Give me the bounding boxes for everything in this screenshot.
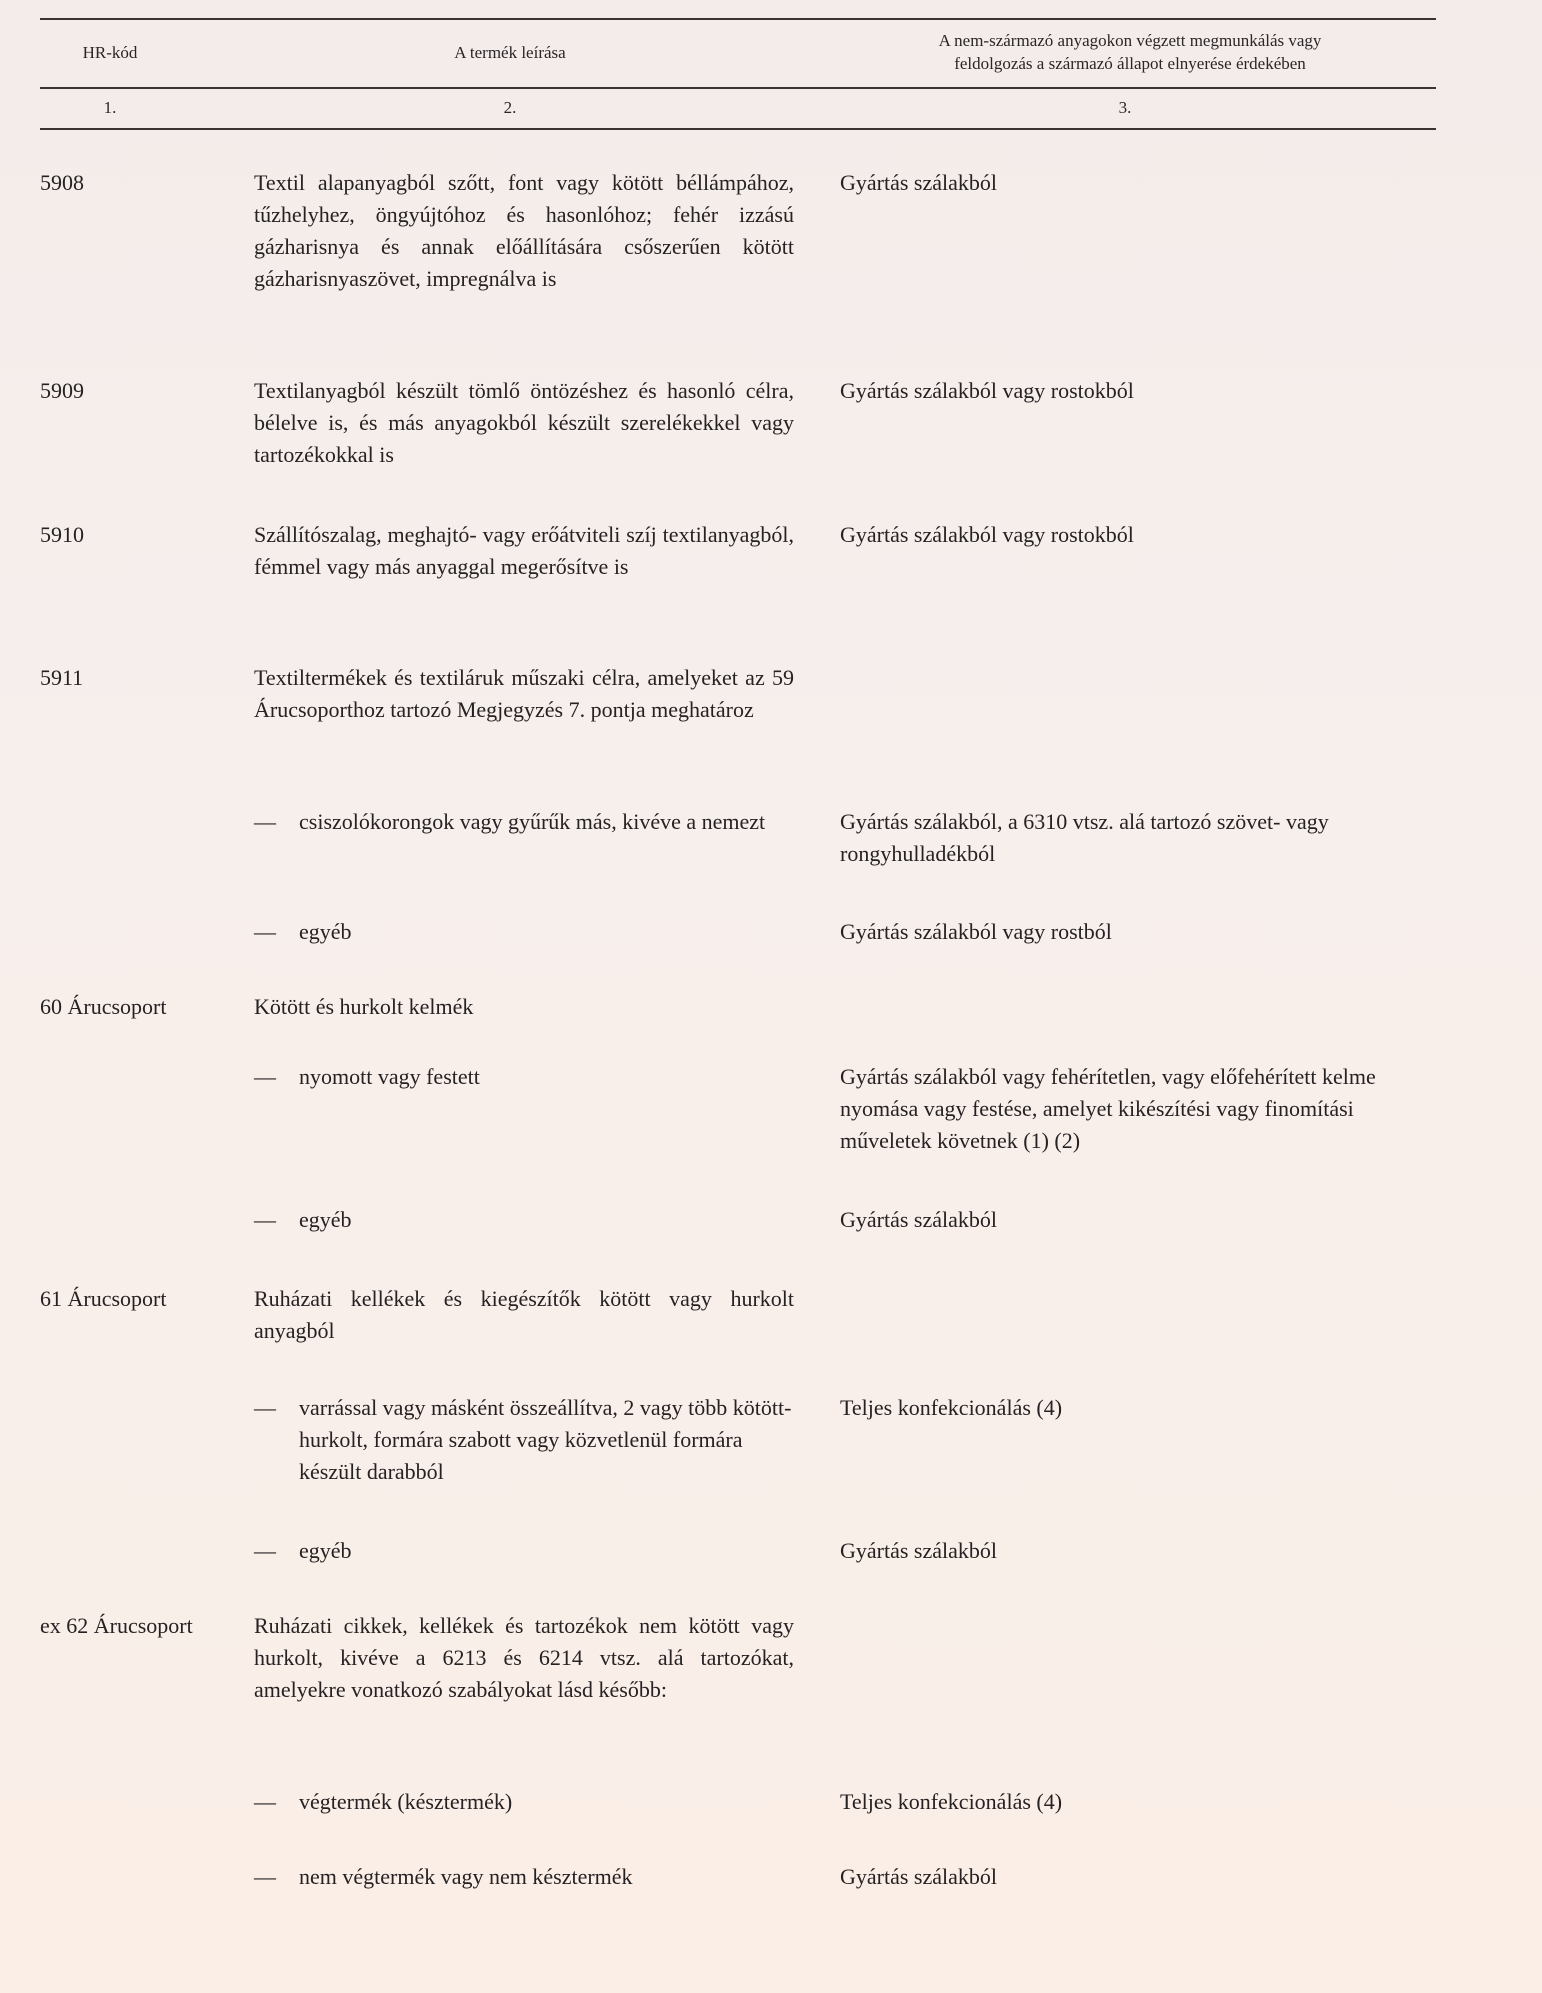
header-processing-line2: feldolgozás a származó állapot elnyerése érdekében — [954, 54, 1306, 73]
hr-code: ex 62 Árucsoport — [40, 1613, 193, 1638]
product-description: Ruházati cikkek, kellékek és tartozékok nem kötött vagy hurkolt, kivéve a 6213 és 6214 vtsz. alá tartozókat, amelyekre vonatkozó szabályokat lásd később: — [254, 1613, 794, 1702]
numbering-rule — [40, 128, 1436, 130]
subitem-text: egyéb — [299, 1207, 352, 1232]
subitem-text: nem végtermék vagy nem késztermék — [299, 1864, 633, 1889]
processing-rule: Teljes konfekcionálás (4) — [840, 1789, 1063, 1814]
processing-rule: Gyártás szálakból — [840, 1538, 997, 1563]
processing-rule: Gyártás szálakból vagy fehérítetlen, vagy előfehérített kelme nyomása vagy festése, amelyet kikészítési vagy finomítási műveletek követnek (1) (2) — [840, 1064, 1376, 1153]
subitem-text: nyomott vagy festett — [299, 1064, 480, 1089]
dash-marker: — — [254, 1789, 276, 1814]
column-number-2: 2. — [503, 98, 517, 117]
processing-rule: Gyártás szálakból — [840, 170, 997, 195]
product-subitem — [254, 1204, 794, 1236]
product-subitem — [254, 1392, 794, 1488]
product-description: Textilanyagból készült tömlő öntözéshez és hasonló célra, bélelve is, és más anyagokból készült szerelékekkel vagy tartozékokkal is — [254, 378, 794, 467]
product-description: Textiltermékek és textiláruk műszaki célra, amelyeket az 59 Árucsoporthoz tartozó Megjegyzés 7. pontja meghatároz — [254, 665, 794, 722]
hr-code: 61 Árucsoport — [40, 1286, 167, 1311]
dash-marker: — — [254, 1064, 276, 1089]
hr-code: 5910 — [40, 522, 84, 547]
subitem-text: egyéb — [299, 1538, 352, 1563]
processing-rule: Teljes konfekcionálás (4) — [840, 1395, 1063, 1420]
product-description: Kötött és hurkolt kelmék — [254, 994, 474, 1019]
dash-marker: — — [254, 1864, 276, 1889]
subitem-text: egyéb — [299, 919, 352, 944]
dash-marker: — — [254, 1207, 276, 1232]
header-processing-line1: A nem-származó anyagokon végzett megmunkálás vagy — [938, 31, 1322, 50]
dash-marker: — — [254, 809, 276, 834]
product-subitem — [254, 1786, 794, 1818]
hr-code: 5909 — [40, 378, 84, 403]
subitem-text: végtermék (késztermék) — [299, 1789, 513, 1814]
column-number-3: 3. — [1118, 98, 1132, 117]
header-hr-code: HR-kód — [82, 43, 138, 62]
product-subitem — [254, 1535, 794, 1567]
product-subitem — [254, 806, 794, 838]
header-rule — [40, 87, 1436, 89]
product-description: Textil alapanyagból szőtt, font vagy kötött béllámpához, tűzhelyhez, öngyújtóhoz és hasonlóhoz; fehér izzású gázharisnya és annak előállítására csőszerűen kötött gázharisnyaszövet, impregnálva is — [254, 170, 794, 291]
processing-rule: Gyártás szálakból, a 6310 vtsz. alá tartozó szövet- vagy rongyhulladékból — [840, 809, 1329, 866]
processing-rule: Gyártás szálakból vagy rostokból — [840, 378, 1134, 403]
product-description: Ruházati kellékek és kiegészítők kötött vagy hurkolt anyagból — [254, 1286, 794, 1343]
hr-code: 5911 — [40, 665, 84, 690]
hr-code: 60 Árucsoport — [40, 994, 167, 1019]
subitem-text: varrással vagy másként összeállítva, 2 vagy több kötött-hurkolt, formára szabott vagy közvetlenül formára készült darabból — [299, 1395, 792, 1484]
processing-rule: Gyártás szálakból vagy rostokból — [840, 522, 1134, 547]
product-subitem — [254, 916, 794, 948]
header-description: A termék leírása — [454, 43, 566, 62]
product-subitem — [254, 1061, 794, 1093]
product-subitem — [254, 1861, 794, 1893]
processing-rule: Gyártás szálakból — [840, 1864, 997, 1889]
product-description: Szállítószalag, meghajtó- vagy erőátviteli szíj textilanyagból, fémmel vagy más anyaggal megerősítve is — [254, 522, 794, 579]
processing-rule: Gyártás szálakból vagy rostból — [840, 919, 1112, 944]
dash-marker: — — [254, 919, 276, 944]
table-top-rule — [40, 18, 1436, 20]
hr-code: 5908 — [40, 170, 84, 195]
dash-marker: — — [254, 1538, 276, 1563]
dash-marker: — — [254, 1395, 276, 1420]
column-number-1: 1. — [103, 98, 117, 117]
processing-rule: Gyártás szálakból — [840, 1207, 997, 1232]
subitem-text: csiszolókorongok vagy gyűrűk más, kivéve a nemezt — [299, 809, 766, 834]
